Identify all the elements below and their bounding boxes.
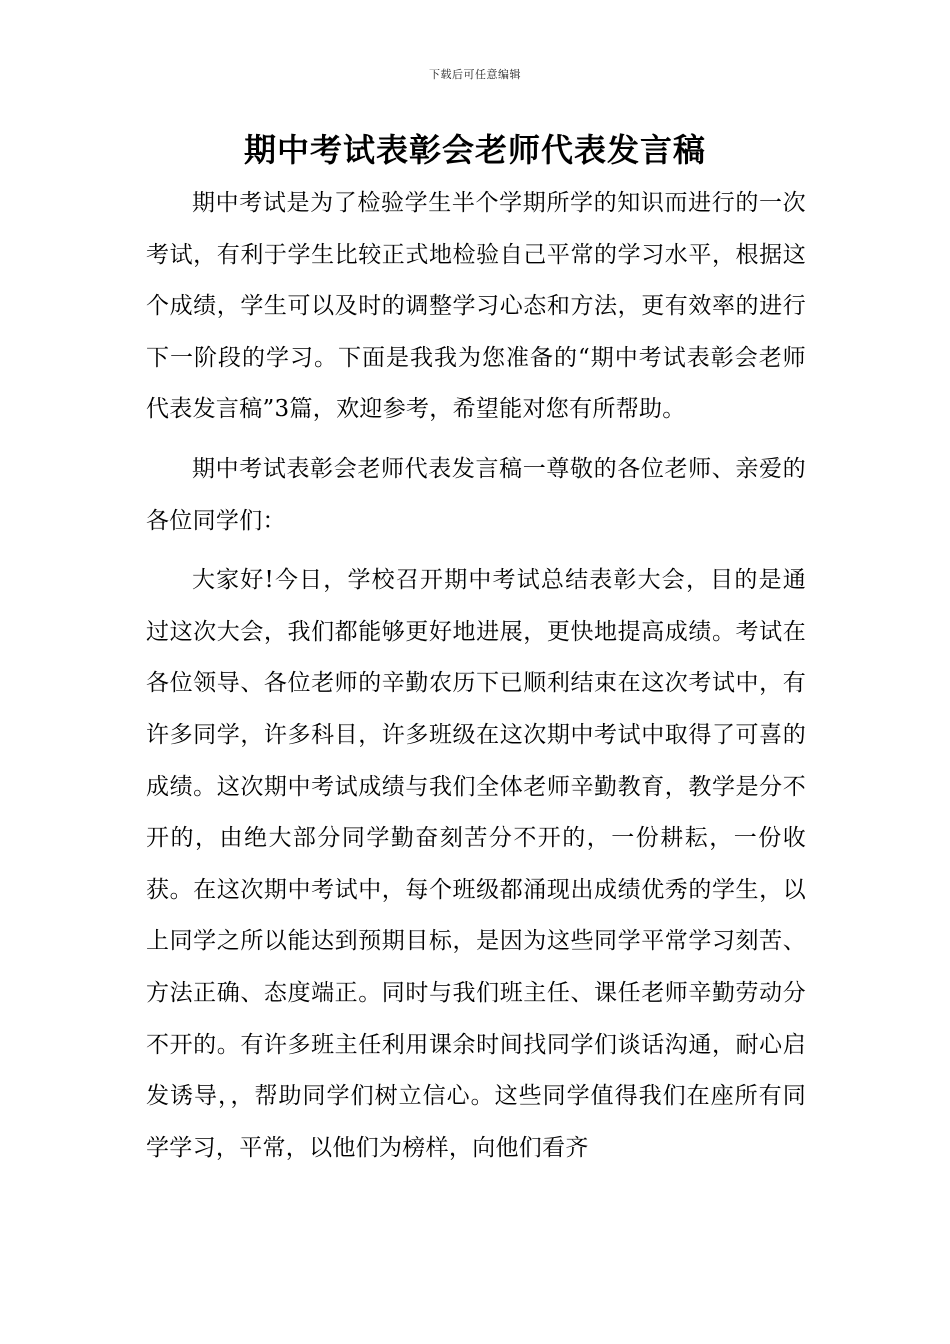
document-title: 期中考试表彰会老师代表发言稿 [243, 131, 706, 169]
speech-body-paragraph: 大家好!今日，学校召开期中考试总结表彰大会，目的是通过这次大会，我们都能够更好地进展，更快地提高成绩。考试在各位领导、各位老师的辛勤农历下已顺利结束在这次考试中，有许多同学，许多科目，许多班级在这次期中考试中取得了可喜的成绩。这次期中考试成绩与我们全体老师辛勤教育，教学是分不开的，由绝大部分同学勤奋刻苦分不开的，一份耕耘，一份收获。在这次期中考试中，每个班级都涌现出成绩优秀的学生，以上同学之所以能达到预期目标，是因为这些同学平常学习刻苦、方法正确、态度端正。同时与我们班主任、课任老师辛勤劳动分不开的。有许多班主任利用课余时间找同学们谈话沟通，耐心启发诱导，，帮助同学们树立信心。这些同学值得我们在座所有同学学习，平常，以他们为榜样，向他们看齐 [146, 567, 806, 1161]
document-body [146, 178, 806, 1174]
page-header-note: 下载后可任意编辑 [429, 68, 521, 81]
speech-heading-paragraph: 期中考试表彰会老师代表发言稿一尊敬的各位老师、亲爱的各位同学们： [146, 455, 806, 534]
intro-paragraph: 期中考试是为了检验学生半个学期所学的知识而进行的一次考试，有利于学生比较正式地检验自己平常的学习水平，根据这个成绩，学生可以及时的调整学习心态和方法，更有效率的进行下一阶段的学习。下面是我我为您准备的“期中考试表彰会老师代表发言稿”3篇，欢迎参考，希望能对您有所帮助。 [146, 190, 806, 423]
